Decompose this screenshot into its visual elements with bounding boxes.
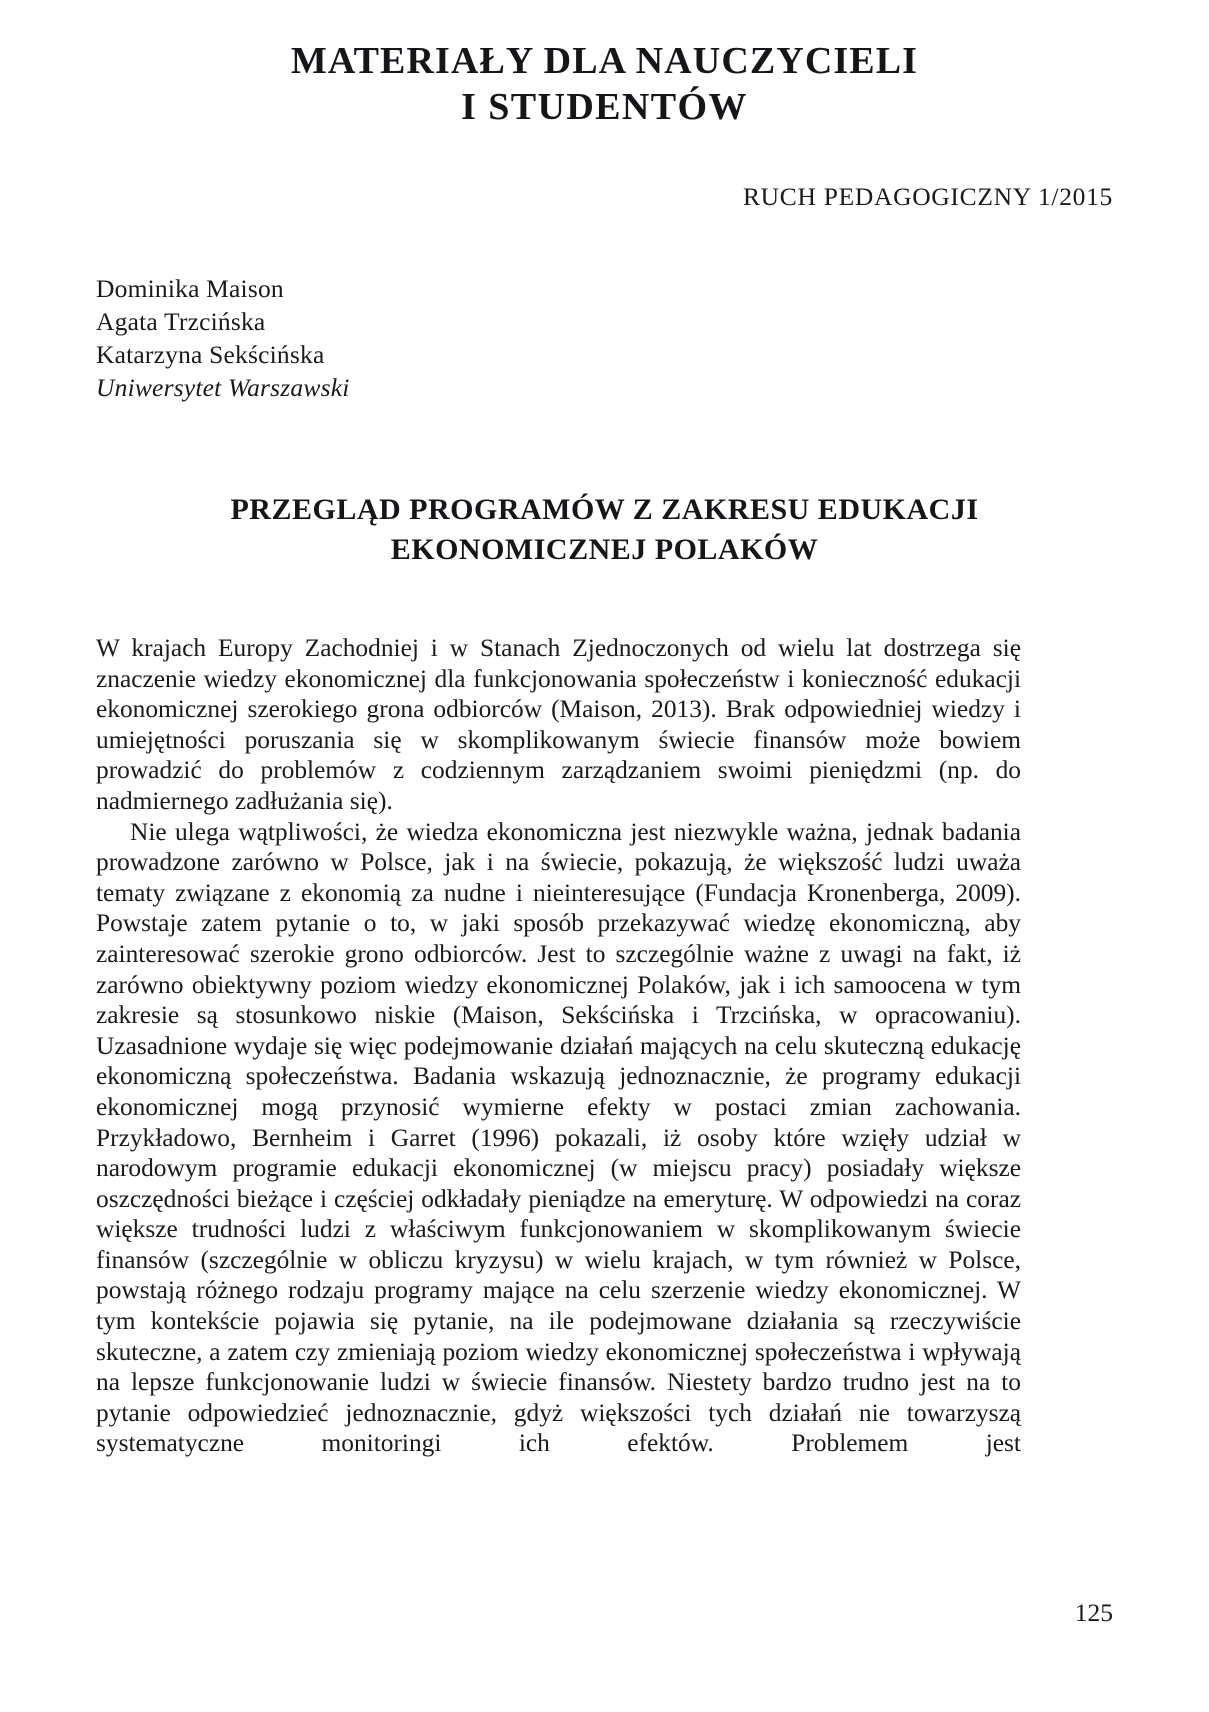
body-paragraph: W krajach Europy Zachodniej i w Stanach Zjednoczonych od wielu lat dostrzega się znaczenie wiedzy ekonomicznej dla funkcjonowania społeczeństw i konieczność edukacji ekonomicznej szerokiego grona odbiorców (Maison, 2013). Brak odpowiedniej wiedzy i umiejętności poruszania się w skomplikowanym świecie finansów może bowiem prowadzić do problemów z codziennym zarządzaniem swoimi pieniędzmi (np. do nadmiernego zadłużania się). xyxy=(96,634,1021,815)
running-head xyxy=(96,38,1113,130)
author-name: Agata Trzcińska xyxy=(96,307,266,336)
author-name: Dominika Maison xyxy=(96,274,284,303)
journal-issue-line: RUCH PEDAGOGICZNY 1/2015 xyxy=(742,182,1113,211)
author-affiliation: Uniwersytet Warszawski xyxy=(96,373,350,402)
article-body xyxy=(96,633,1021,1490)
page-number: 125 xyxy=(1074,1598,1113,1627)
author-block xyxy=(96,272,696,404)
article-title xyxy=(96,490,1113,570)
article-title-line-2: EKONOMICZNEJ POLAKÓW xyxy=(390,533,819,566)
running-head-line-1: MATERIAŁY DLA NAUCZYCIELI xyxy=(290,40,919,82)
running-head-line-2: I STUDENTÓW xyxy=(461,86,748,128)
author-name: Katarzyna Sekścińska xyxy=(96,340,325,369)
body-paragraph: Nie ulega wątpliwości, że wiedza ekonomiczna jest niezwykle ważna, jednak badania prowadzone zarówno w Polsce, jak i na świecie, pokazują, że większość ludzi uważa tematy związane z ekonomią za nudne i nieinteresujące (Fundacja Kronenberga, 2009). Powstaje zatem pytanie o to, w jaki sposób przekazywać wiedzę ekonomiczną, aby zainteresować szerokie grono odbiorców. Jest to szczególnie ważne z uwagi na fakt, iż zarówno obiektywny poziom wiedzy ekonomicznej Polaków, jak i ich samoocena w tym zakresie są stosunkowo niskie (Maison, Sekścińska i Trzcińska, w opracowaniu). Uzasadnione wydaje się więc podejmowanie działań mających na celu skuteczną edukację ekonomiczną społeczeństwa. Badania wskazują jednoznacznie, że programy edukacji ekonomicznej mogą przynosić wymierne efekty w postaci zmian zachowania. Przykładowo, Bernheim i Garret (1996) pokazali, iż osoby które wzięły udział w narodowym programie edukacji ekonomicznej (w miejscu pracy) posiadały większe oszczędności bieżące i częściej odkładały pieniądze na emeryturę. W odpowiedzi na coraz większe trudności ludzi z właściwym funkcjonowaniem w skomplikowanym świecie finansów (szczególnie w obliczu kryzysu) w wielu krajach, w tym również w Polsce, powstają różnego rodzaju programy mające na celu szerzenie wiedzy ekonomicznej. W tym kontekście pojawia się pytanie, na ile podejmowane działania są rzeczywiście skuteczne, a zatem czy zmieniają poziom wiedzy ekonomicznej społeczeństwa i wpływają na lepsze funkcjonowanie ludzi w świecie finansów. Niestety bardzo trudno jest na to pytanie odpowiedzieć jednoznacznie, gdyż większości tych działań nie towarzyszą systematyczne monitoringi ich efektów. Problemem jest xyxy=(96,817,1021,1458)
article-title-line-1: PRZEGLĄD PROGRAMÓW Z ZAKRESU EDUKACJI xyxy=(230,493,979,526)
